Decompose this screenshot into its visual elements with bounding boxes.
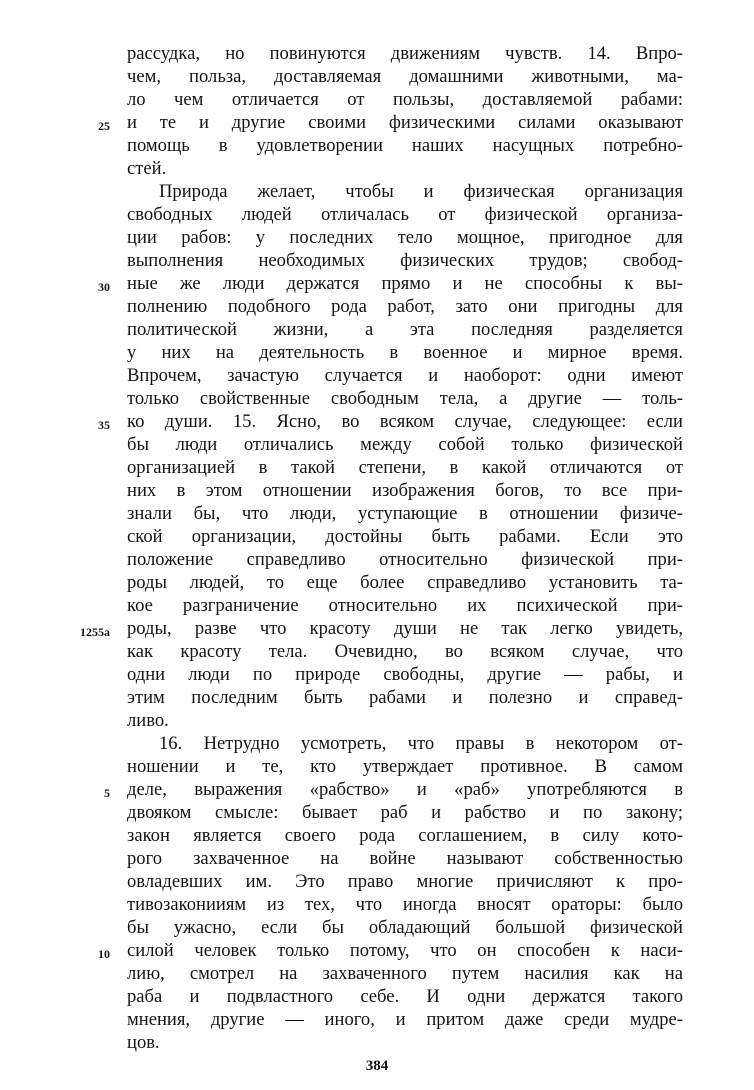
text-line: закон является своего рода соглашением, в силу кото- bbox=[127, 825, 683, 846]
text-line: этим последним быть рабами и полезно и справед- bbox=[127, 687, 683, 708]
text-line: ло чем отличается от пользы, доставляемой рабами: bbox=[127, 89, 683, 110]
text-line: ской организации, достойны быть рабами. Если это bbox=[127, 526, 683, 547]
margin-line-number: 35 bbox=[98, 418, 110, 432]
page-number: 384 bbox=[365, 1058, 389, 1074]
text-line: ные же люди держатся прямо и не способны к вы- bbox=[127, 273, 683, 294]
text-line: кое разграничение относительно их психической при- bbox=[127, 595, 683, 616]
text-line: Природа желает, чтобы и физическая организация bbox=[159, 181, 683, 202]
text-line: у них на деятельность в военное и мирное время. bbox=[127, 342, 683, 363]
text-line: силой человек только потому, что он способен к наси- bbox=[127, 940, 683, 961]
text-line: лию, смотрел на захваченного путем насилия как на bbox=[127, 963, 683, 984]
text-line: бы люди отличались между собой только физической bbox=[127, 434, 683, 455]
text-line: только свойственные свободным тела, а другие — толь- bbox=[127, 388, 683, 409]
text-line: помощь в удовлетворении наших насущных потребно- bbox=[127, 135, 683, 156]
margin-line-number: 5 bbox=[104, 786, 110, 800]
text-line: ко души. 15. Ясно, во всяком случае, следующее: если bbox=[127, 411, 683, 432]
text-line: свободных людей отличалась от физической организа- bbox=[127, 204, 683, 225]
margin-line-number: 10 bbox=[98, 947, 110, 961]
text-line: знали бы, что люди, уступающие в отношении физиче- bbox=[127, 503, 683, 524]
text-line: ции рабов: у последних тело мощное, пригодное для bbox=[127, 227, 683, 248]
text-line: деле, выражения «рабство» и «раб» употребляются в bbox=[127, 779, 683, 800]
text-line: стей. bbox=[127, 158, 167, 179]
text-line: положение справедливо относительно физической при- bbox=[127, 549, 683, 570]
text-line: Впрочем, зачастую случается и наоборот: одни имеют bbox=[127, 365, 683, 386]
text-line: мнения, другие — иного, и притом даже среди мудре- bbox=[127, 1009, 683, 1030]
margin-line-number: 1255a bbox=[80, 625, 110, 639]
text-line: роды, разве что красоту души не так легко увидеть, bbox=[127, 618, 683, 639]
text-line: раба и подвластного себе. И одни держатся такого bbox=[127, 986, 683, 1007]
text-line: организацией в такой степени, в какой отличаются от bbox=[127, 457, 683, 478]
text-line: выполнения необходимых физических трудов; свобод- bbox=[127, 250, 683, 271]
text-line: роды людей, то еще более справедливо установить та- bbox=[127, 572, 683, 593]
text-line: полнению подобного рода работ, зато они пригодны для bbox=[127, 296, 683, 317]
text-line: одни люди по природе свободны, другие — рабы, и bbox=[127, 664, 683, 685]
text-line: чем, польза, доставляемая домашними животными, ма- bbox=[127, 66, 683, 87]
text-line: ношении и те, кто утверждает противное. В самом bbox=[127, 756, 683, 777]
text-line: политической жизни, а эта последняя разделяется bbox=[127, 319, 683, 340]
text-line: бы ужасно, если бы обладающий большой физической bbox=[127, 917, 683, 938]
text-line: рассудка, но повинуются движениям чувств. 14. Впро- bbox=[127, 43, 683, 64]
margin-line-number: 25 bbox=[98, 119, 110, 133]
text-line: двояком смысле: бывает раб и рабство и по закону; bbox=[127, 802, 683, 823]
text-line: и те и другие своими физическими силами оказывают bbox=[127, 112, 683, 133]
text-line: тивозаконииям из тех, что иногда вносят ораторы: было bbox=[127, 894, 683, 915]
text-line: них в этом отношении изображения богов, то все при- bbox=[127, 480, 683, 501]
text-line: 16. Нетрудно усмотреть, что правы в некотором от- bbox=[159, 733, 683, 754]
text-line: рого захваченное на войне называют собственностью bbox=[127, 848, 683, 869]
margin-line-number: 30 bbox=[98, 280, 110, 294]
text-line: цов. bbox=[127, 1032, 160, 1053]
text-line: ливо. bbox=[127, 710, 169, 731]
text-line: как красоту тела. Очевидно, во всяком случае, что bbox=[127, 641, 683, 662]
text-line: овладевших им. Это право многие причисляют к про- bbox=[127, 871, 683, 892]
